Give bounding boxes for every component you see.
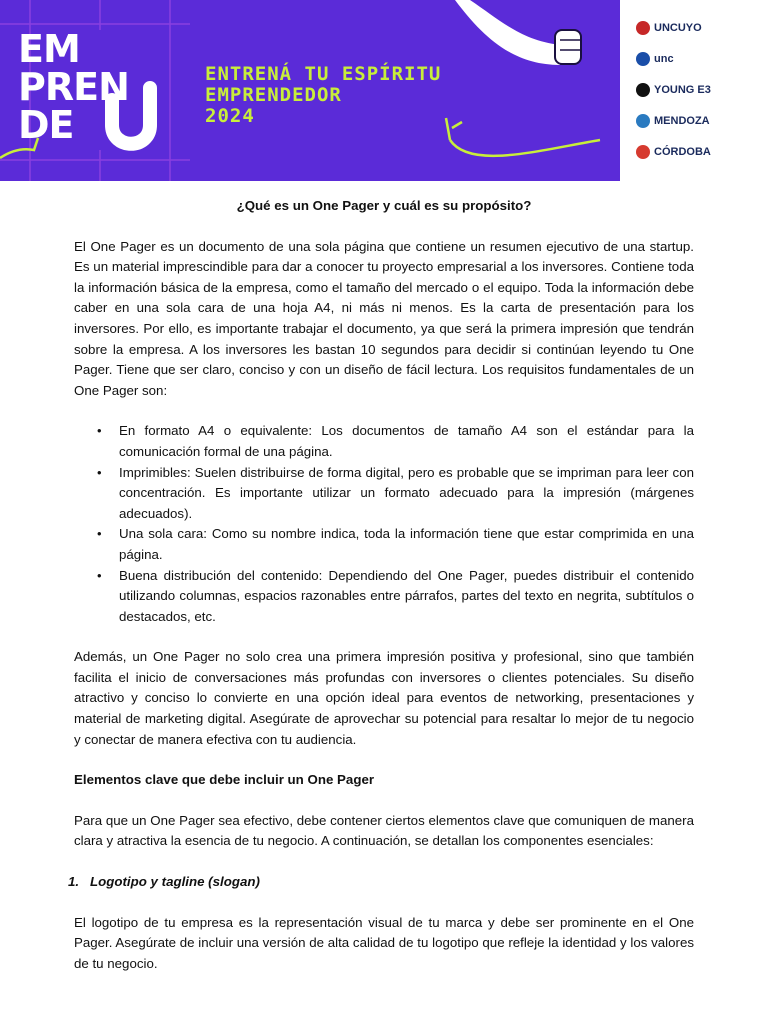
sponsor-logos <box>636 14 760 169</box>
bullet-icon: • <box>97 423 102 439</box>
item-number: 1. <box>68 874 80 890</box>
pointing-arm-illustration <box>446 118 600 156</box>
requirements-list <box>74 421 694 627</box>
header-banner <box>0 0 620 181</box>
raised-fist-illustration <box>455 0 581 65</box>
numbered-heading <box>68 872 694 893</box>
logo-line: PREN <box>18 65 129 109</box>
list-item <box>97 463 694 525</box>
sponsor-label: CÓRDOBA <box>654 146 711 158</box>
elements-paragraph: Para que un One Pager sea efectivo, debe contener ciertos elementos clave que comuniquen de manera clara y atractiva la esencia de tu negocio. A continuación, se detallan los componentes esenciales: <box>74 812 694 849</box>
list-item-text: Imprimibles: Suelen distribuirse de forma digital, pero es probable que se impriman para leer con concentración. Es importante utilizar un formato adecuado para la impresión (márgenes adecuados). <box>119 464 694 521</box>
banner-headline <box>205 64 441 127</box>
sponsor-uncuyo <box>636 14 760 42</box>
list-item-text: Buena distribución del contenido: Dependiendo del One Pager, puedes distribuir el contenido utilizando columnas, espacios razonables entre párrafos, partes del texto en negrita, subtítulos o destacados, etc. <box>119 567 694 624</box>
benefits-paragraph: Además, un One Pager no solo crea una primera impresión positiva y profesional, sino que también facilita el inicio de conversaciones más profundas con inversores o clientes potenciales. Su diseño atractivo y conciso lo convierte en una opción ideal para eventos de networking, presentaciones y material de marketing digital. Asegúrate de aprovechar su potencial para resaltar lo mejor de tu negocio y conectar de manera efectiva con tu audiencia. <box>74 649 694 747</box>
document-body <box>68 196 694 994</box>
logo-line: EM <box>18 27 80 71</box>
logo-line: DE <box>18 103 74 147</box>
sponsor-cordoba <box>636 138 760 166</box>
bullet-icon: • <box>97 567 102 583</box>
sponsor-young-e3 <box>636 76 760 104</box>
list-item <box>97 566 694 628</box>
emprende-logo <box>18 27 178 147</box>
bullet-icon: • <box>97 526 102 542</box>
sponsor-unc <box>636 45 760 73</box>
bullet-icon: • <box>97 464 102 480</box>
sponsor-label: unc <box>654 53 674 65</box>
university-seal-icon <box>636 52 650 66</box>
list-item-text: En formato A4 o equivalente: Los documentos de tamaño A4 son el estándar para la comunicación formal de una página. <box>119 423 694 459</box>
headline-line: 2024 <box>205 105 255 127</box>
sponsor-label: YOUNG E3 <box>654 84 711 96</box>
sponsor-label: UNCUYO <box>654 22 702 34</box>
section-heading: Elementos clave que debe incluir un One Pager <box>74 772 375 788</box>
university-seal-icon <box>636 21 650 35</box>
young-e3-icon <box>636 83 650 97</box>
item-title: Logotipo y tagline (slogan) <box>90 874 260 890</box>
headline-line: ENTRENÁ TU ESPÍRITU <box>205 63 442 85</box>
list-item <box>97 421 694 462</box>
list-item-text: Una sola cara: Como su nombre indica, toda la información tiene que estar comprimida en una página. <box>119 526 694 562</box>
logo-paragraph: El logotipo de tu empresa es la representación visual de tu marca y debe ser prominente en el One Pager. Asegúrate de incluir una versión de alta calidad de tu logotipo que refleje la identidad y los valores de tu negocio. <box>74 914 694 971</box>
province-shield-icon <box>636 114 650 128</box>
list-item <box>97 524 694 565</box>
sponsor-mendoza <box>636 107 760 135</box>
sponsor-label: MENDOZA <box>654 115 710 127</box>
intro-paragraph: El One Pager es un documento de una sola página que contiene un resumen ejecutivo de una startup. Es un material imprescindible para dar a conocer tu proyecto empresarial a los inversores. Contiene toda la información básica de la empresa, como el tamaño del mercado o el equipo. Toda la información debe caber en una sola cara de una hoja A4, ni más ni menos. Es la carta de presentación para los inversores. Por ello, es importante trabajar el documento, ya que será la primera impresión que tendrán sobre la empresa. A los inversores les bastan 10 segundos para decidir si continúan leyendo tu One Pager. Tiene que ser claro, conciso y con un diseño de fácil lectura. Los requisitos fundamentales de un One Pager son: <box>74 238 694 398</box>
province-mark-icon <box>636 145 650 159</box>
headline-line: EMPRENDEDOR <box>205 84 342 106</box>
document-title: ¿Qué es un One Pager y cuál es su propósito? <box>236 198 532 213</box>
